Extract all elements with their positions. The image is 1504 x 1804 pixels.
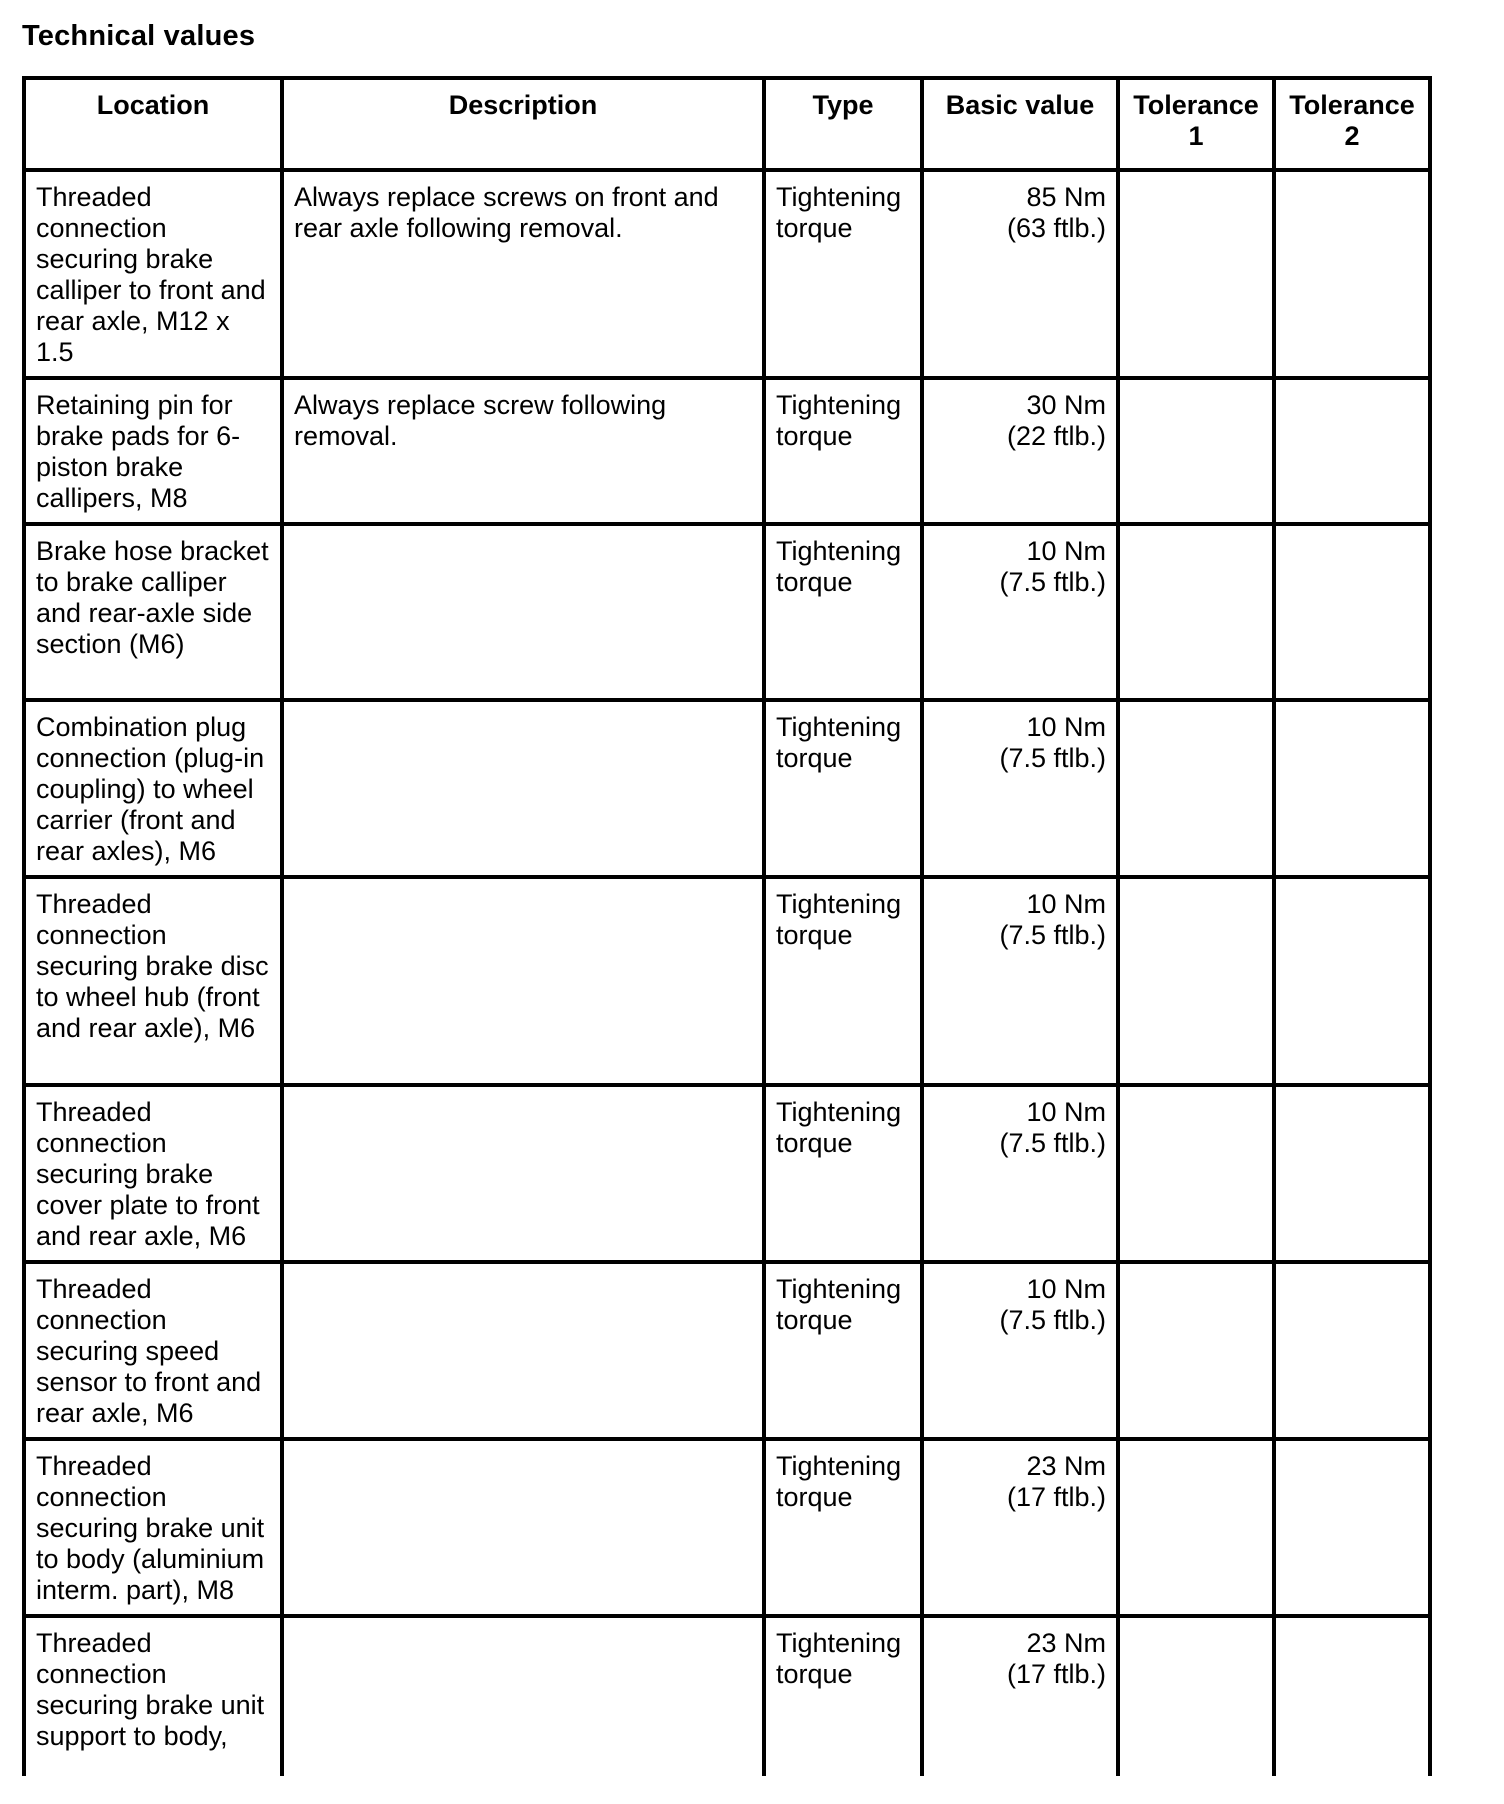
table-row [24, 1262, 1430, 1439]
cell-location: Brake hose bracket to brake calliper and rear-axle side section (M6) [24, 524, 282, 700]
header-type: Type [764, 78, 922, 170]
cell-description [282, 1616, 764, 1776]
cell-description [282, 1085, 764, 1262]
value-ftlb: (7.5 ftlb.) [999, 743, 1106, 773]
table-row [24, 1616, 1430, 1776]
cell-basic-value [922, 1439, 1118, 1616]
cell-basic-value [922, 1085, 1118, 1262]
cell-location: Combination plug connection (plug-in coupling) to wheel carrier (front and rear axles), M6 [24, 700, 282, 877]
table-row [24, 378, 1430, 524]
cell-tolerance-2 [1274, 1262, 1430, 1439]
cell-location: Retaining pin for brake pads for 6-piston brake callipers, M8 [24, 378, 282, 524]
cell-type: Tightening torque [764, 1439, 922, 1616]
cell-basic-value [922, 877, 1118, 1085]
cell-description [282, 877, 764, 1085]
cell-type: Tightening torque [764, 877, 922, 1085]
cell-basic-value [922, 170, 1118, 378]
cell-basic-value [922, 1616, 1118, 1776]
cell-location: Threaded connection securing brake calliper to front and rear axle, M12 x 1.5 [24, 170, 282, 378]
cell-description [282, 700, 764, 877]
value-nm: 23 Nm [1026, 1628, 1106, 1658]
cell-location: Threaded connection securing speed sensor to front and rear axle, M6 [24, 1262, 282, 1439]
cell-type: Tightening torque [764, 1085, 922, 1262]
cell-basic-value [922, 700, 1118, 877]
cell-description: Always replace screw following removal. [282, 378, 764, 524]
table-row [24, 524, 1430, 700]
cell-tolerance-2 [1274, 1616, 1430, 1776]
cell-tolerance-1 [1118, 1616, 1274, 1776]
cell-type: Tightening torque [764, 1616, 922, 1776]
value-ftlb: (7.5 ftlb.) [999, 567, 1106, 597]
cell-tolerance-1 [1118, 524, 1274, 700]
cell-tolerance-2 [1274, 170, 1430, 378]
value-nm: 10 Nm [1026, 889, 1106, 919]
value-nm: 30 Nm [1026, 390, 1106, 420]
header-basic-value: Basic value [922, 78, 1118, 170]
cell-tolerance-1 [1118, 877, 1274, 1085]
cell-description [282, 1439, 764, 1616]
value-ftlb: (63 ftlb.) [1006, 213, 1106, 243]
cell-type: Tightening torque [764, 170, 922, 378]
value-nm: 23 Nm [1026, 1451, 1106, 1481]
table-row [24, 700, 1430, 877]
cell-type: Tightening torque [764, 524, 922, 700]
cell-tolerance-1 [1118, 1085, 1274, 1262]
header-tolerance-1-label: Tolerance [1133, 90, 1259, 120]
value-nm: 10 Nm [1026, 1274, 1106, 1304]
table-row [24, 170, 1430, 378]
cell-description [282, 1262, 764, 1439]
value-ftlb: (17 ftlb.) [1006, 1482, 1106, 1512]
cell-tolerance-2 [1274, 524, 1430, 700]
page-title: Technical values [22, 20, 256, 52]
value-ftlb: (22 ftlb.) [1006, 421, 1106, 451]
value-ftlb: (7.5 ftlb.) [999, 1305, 1106, 1335]
cell-tolerance-2 [1274, 1085, 1430, 1262]
header-tolerance-2-number: 2 [1344, 121, 1360, 151]
table-row [24, 877, 1430, 1085]
cell-description: Always replace screws on front and rear axle following removal. [282, 170, 764, 378]
cell-basic-value [922, 378, 1118, 524]
header-description: Description [282, 78, 764, 170]
cell-location: Threaded connection securing brake disc to wheel hub (front and rear axle), M6 [24, 877, 282, 1085]
value-ftlb: (7.5 ftlb.) [999, 920, 1106, 950]
cell-tolerance-2 [1274, 877, 1430, 1085]
cell-basic-value [922, 524, 1118, 700]
cell-tolerance-1 [1118, 1262, 1274, 1439]
cell-type: Tightening torque [764, 378, 922, 524]
cell-tolerance-2 [1274, 1439, 1430, 1616]
header-tolerance-2-label: Tolerance [1289, 90, 1415, 120]
value-nm: 10 Nm [1026, 1097, 1106, 1127]
value-ftlb: (7.5 ftlb.) [999, 1128, 1106, 1158]
table-row [24, 1439, 1430, 1616]
header-tolerance-2 [1274, 78, 1430, 170]
cell-basic-value [922, 1262, 1118, 1439]
cell-type: Tightening torque [764, 1262, 922, 1439]
header-tolerance-1 [1118, 78, 1274, 170]
value-nm: 10 Nm [1026, 536, 1106, 566]
cell-tolerance-1 [1118, 1439, 1274, 1616]
value-nm: 10 Nm [1026, 712, 1106, 742]
cell-type: Tightening torque [764, 700, 922, 877]
technical-values-table [22, 76, 1432, 1776]
cell-tolerance-2 [1274, 378, 1430, 524]
cell-tolerance-1 [1118, 700, 1274, 877]
cell-location: Threaded connection securing brake unit support to body, [24, 1616, 282, 1776]
value-nm: 85 Nm [1026, 182, 1106, 212]
table-row [24, 1085, 1430, 1262]
header-location: Location [24, 78, 282, 170]
cell-location: Threaded connection securing brake cover plate to front and rear axle, M6 [24, 1085, 282, 1262]
cell-tolerance-1 [1118, 378, 1274, 524]
value-ftlb: (17 ftlb.) [1006, 1659, 1106, 1689]
table-header-row [24, 78, 1430, 170]
header-tolerance-1-number: 1 [1188, 121, 1204, 151]
cell-tolerance-1 [1118, 170, 1274, 378]
cell-tolerance-2 [1274, 700, 1430, 877]
cell-location: Threaded connection securing brake unit to body (aluminium interm. part), M8 [24, 1439, 282, 1616]
cell-description [282, 524, 764, 700]
